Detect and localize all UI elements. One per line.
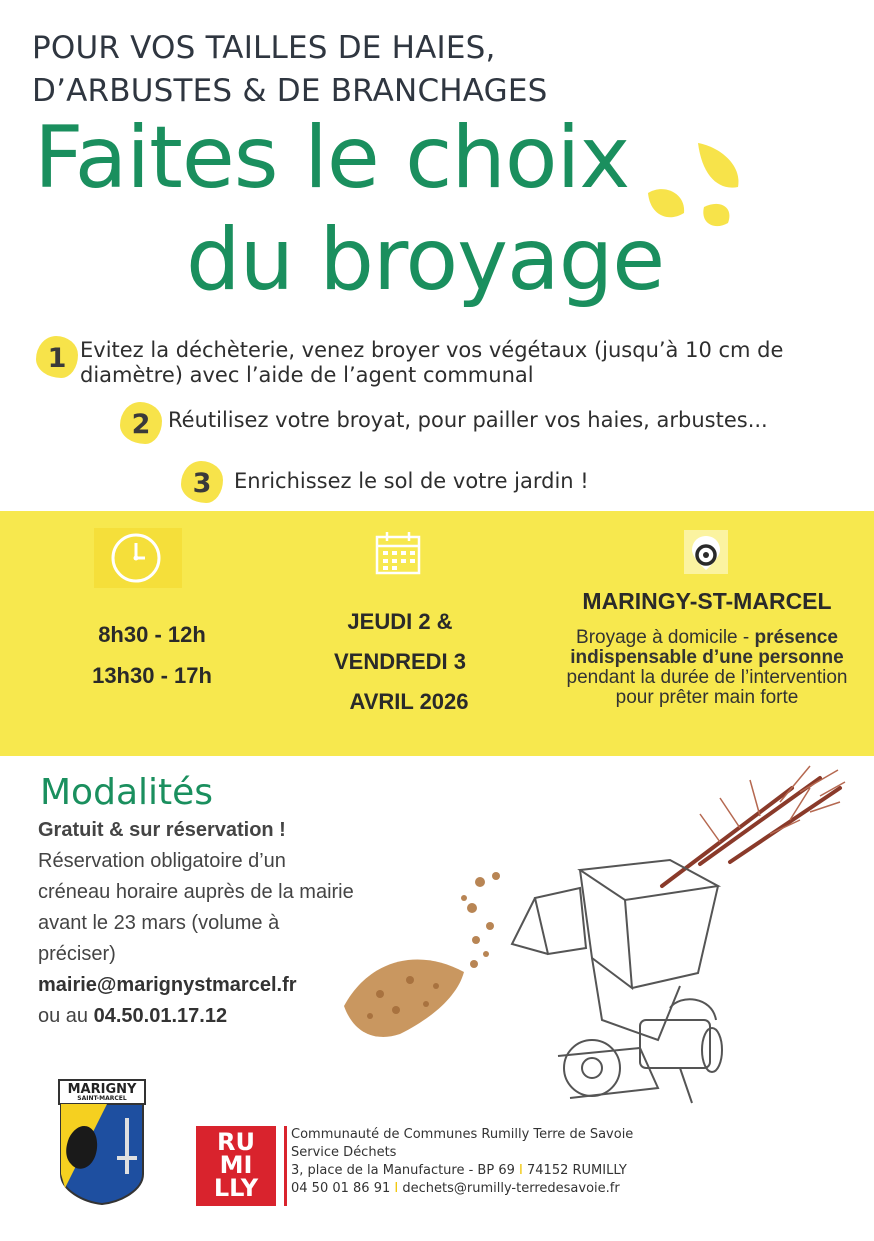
step-number-1: 1 [36,336,78,378]
footer-separator-2: I [394,1181,399,1196]
step-2-text: Réutilisez votre broyat, pour pailler vos haies, arbustes... [168,408,768,432]
place-desc-bold: présence indispensable d’une personne [570,627,844,668]
mairie-phone[interactable]: 04.50.01.17.12 [93,1005,228,1027]
crest-label-1: MARIGNY [67,1082,137,1097]
header-line-1: POUR VOS TAILLES DE HAIES, [32,30,496,66]
footer-email[interactable]: dechets@rumilly-terredesavoie.fr [402,1181,620,1196]
footer-contact [291,1126,633,1198]
main-title-line-1: Faites le choix [34,108,630,208]
date-line-3: AVRIL 2026 [349,689,469,714]
step-number-3: 3 [181,461,223,503]
footer-address-1: 3, place de la Manufacture - BP 69 [291,1163,515,1178]
shredder-illustration [340,758,850,1128]
hours-afternoon: 13h30 - 17h [92,663,212,688]
place-description [556,628,858,708]
dates-block [300,602,500,722]
step-3-text: Enrichissez le sol de votre jardin ! [234,469,589,493]
phone-prefix: ou au [38,1005,94,1027]
footer-divider [284,1126,287,1206]
step-1-line-2: diamètre) avec l’aide de l’agent communal [80,363,534,387]
logo-text-1: RU [217,1128,255,1156]
footer-phone[interactable]: 04 50 01 86 91 [291,1181,391,1196]
crest-label [57,1082,147,1102]
calendar-icon [374,530,424,576]
modalites-line-1: Réservation obligatoire d’un [38,850,286,872]
header-line-2: D’ARBUSTES & DE BRANCHAGES [32,73,548,109]
mairie-email[interactable]: mairie@marignystmarcel.fr [38,974,297,996]
clock-icon-box [94,528,182,588]
hours-morning: 8h30 - 12h [98,622,206,647]
footer-address [291,1162,633,1180]
phone-line [38,1001,354,1032]
leaves-decoration [640,135,750,235]
modalites-body [38,846,354,1032]
modalites-title: Modalités [40,772,214,813]
date-line-1: JEUDI 2 & [347,609,453,634]
modalites-line-4: préciser) [38,943,116,965]
hours-block [48,614,256,696]
footer-address-2: 74152 RUMILLY [527,1163,627,1178]
step-1-line-1: Evitez la déchèterie, venez broyer vos végétaux (jusqu’à 10 cm de [80,338,784,362]
rumilly-logo [196,1126,276,1206]
date-line-2: VENDREDI 3 [333,649,467,674]
logo-text-3: LLY [213,1174,259,1202]
main-title-line-2: du broyage [186,210,665,310]
footer-separator-1: I [519,1163,523,1178]
logo-text-2: MI [219,1151,253,1179]
place-desc-suffix: pendant la durée de l’intervention pour prêter main forte [566,667,848,708]
location-pin-icon [684,530,728,574]
place-desc-prefix: Broyage à domicile - [576,627,755,648]
footer-contacts [291,1180,633,1198]
place-name: MARINGY-ST-MARCEL [582,588,832,614]
footer-org: Communauté de Communes Rumilly Terre de Savoie [291,1127,634,1142]
clock-icon [94,528,182,588]
modalites-line-3: avant le 23 mars (volume à [38,912,280,934]
crest-label-2: SAINT-MARCEL [77,1095,127,1102]
step-number-2: 2 [120,402,162,444]
modalites-line-2: créneau horaire auprès de la mairie [38,881,354,903]
step-1-text [80,338,783,388]
modalites-bold-line: Gratuit & sur réservation ! [38,819,286,841]
footer-service: Service Déchets [291,1145,397,1160]
